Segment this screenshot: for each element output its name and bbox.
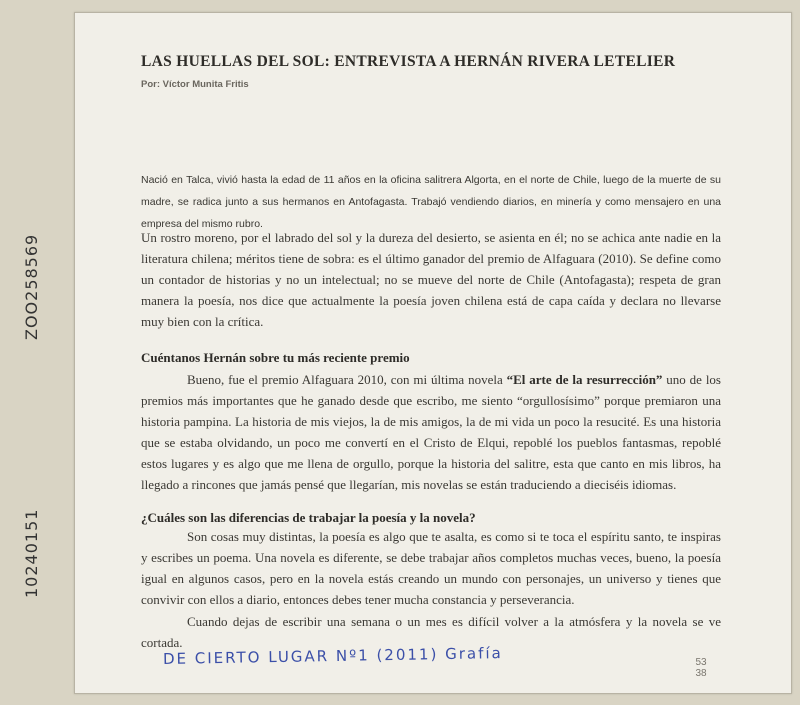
page-number	[691, 657, 711, 679]
paragraph-4: Cuando dejas de escribir una semana o un mes es difícil volver a la atmósfera y la novela se ve cortada.	[141, 614, 721, 650]
paragraph-1: Un rostro moreno, por el labrado del sol y la dureza del desierto, se asienta en él; no se achica ante nadie en la literatura chilena; méritos tiene de sobra: es el último ganador del premio de Alfaguara (2010). Se define como un contador de historias y no un intelectual; no se mueve del norte de Chile (Antofagasta); respeta de gran manera la poesía, nos dice que actualmente la poesía joven chilena está de capa caída y declara no llevarse muy bien con la crítica.	[141, 230, 721, 329]
page-number-top: 53	[695, 657, 707, 668]
paragraph-2-end: uno de los premios más importantes que he ganado desde que escribo, me siento “orgullosísimo” porque premiaron una historia pampina. La historia de mis viejos, la de mis amigos, la de mi vida un poco la resucité. Es una historia que se estaba olvidando, un poco me convertí en el Cristo de Elqui, repoblé los pueblos fantasmas, repoblé estos lugares y es algo que me llena de orgullo, porque la historia del salitre, esta que canto en mis libros, ha llegado a rincones que jamás pensé que llegarían, mis novelas se están traduciendo a dieciséis idiomas.	[141, 372, 721, 492]
side-handwritten-code-bottom: 10240151	[22, 508, 41, 598]
intro-paragraph: Nació en Talca, vivió hasta la edad de 11 años en la oficina salitrera Algorta, en el norte de Chile, luego de la muerte de su madre, se radica junto a sus hermanos en Antofagasta. Trabajó vendiendo diarios, en minería y como mensajero en una empresa del mismo rubro.	[141, 174, 721, 230]
paragraph-2-start: Bueno, fue el premio Alfaguara 2010, con mi última novela	[187, 372, 507, 387]
paragraph-3: Son cosas muy distintas, la poesía es algo que te asalta, es como si te toca el espíritu santo, te inspiras y escribes un poema. Una novela es diferente, se debe trabajar años completos muchas veces, bueno, la poesía igual en algunos casos, pero en la novela estás creando un mundo con personajes, un universo y tienes que convivir con ellos a diario, entonces debes tener mucha constancia y perseverancia.	[141, 529, 721, 607]
document-page	[74, 12, 792, 694]
byline: Por: Víctor Munita Fritis	[141, 79, 249, 90]
book-title: “El arte de la resurrección”	[506, 372, 663, 387]
handwritten-note: DE CIERTO LUGAR Nº1 (2011) Grafía	[162, 644, 503, 668]
question-2: ¿Cuáles son las diferencias de trabajar la poesía y la novela?	[141, 510, 476, 525]
article-title: LAS HUELLAS DEL SOL: ENTREVISTA A HERNÁN RIVERA LETELIER	[141, 53, 676, 70]
page-number-bottom: 38	[695, 668, 707, 679]
side-handwritten-code-top: ZOO258569	[22, 233, 41, 340]
paragraph-2	[141, 369, 721, 495]
question-1: Cuéntanos Hernán sobre tu más reciente premio	[141, 350, 410, 365]
